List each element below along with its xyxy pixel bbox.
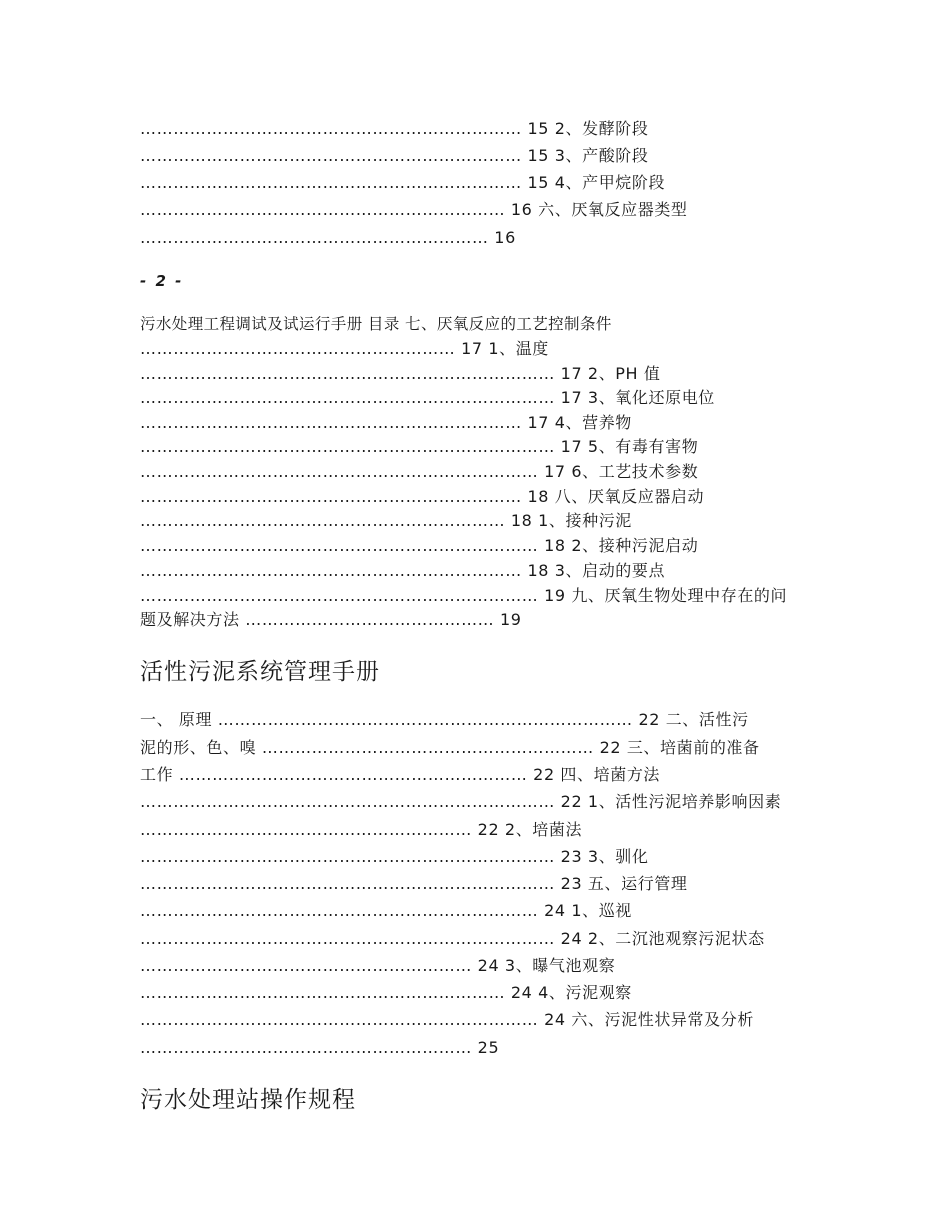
toc-line: …………………………………………………………… 15 4、产甲烷阶段 [140,173,666,192]
toc-line: ………………………………………………… 17 1、温度 [140,339,549,358]
toc-line: ………………………………………………………………… 23 五、运行管理 [140,874,688,893]
toc-line: ………………………………………………………………… 17 3、氧化还原电位 [140,388,715,407]
toc-line: …………………………………………………… 25 [140,1038,500,1057]
toc-line: ……………………………………………………………… 24 六、污泥性状异常及分析 [140,1010,754,1029]
toc-line: ……………………………………………………………… 24 1、巡视 [140,901,632,920]
toc-line: …………………………………………………… 24 3、曝气池观察 [140,956,616,975]
toc-line: ……………………………………………………… 16 [140,228,516,247]
toc-line: ………………………………………………………… 18 1、接种污泥 [140,511,632,530]
toc-line: …………………………………………………………… 17 4、营养物 [140,413,632,432]
toc-line: ………………………………………………………………… 22 1、活性污泥培养影响因素 [140,792,782,811]
toc-line: …………………………………………………… 22 2、培菌法 [140,820,583,839]
toc-line: ……………………………………………………………… 17 6、工艺技术参数 [140,462,699,481]
toc-line: …………………………………………………………… 15 3、产酸阶段 [140,146,649,165]
toc-line: ………………………………………………………………… 17 2、PH 值 [140,364,661,383]
toc-line: ………………………………………………………… 24 4、污泥观察 [140,983,632,1002]
toc-line: 工作 ……………………………………………………… 22 四、培菌方法 [140,765,661,784]
toc-line: 题及解决方法 ……………………………………… 19 [140,610,522,629]
toc-line: 泥的形、色、嗅 …………………………………………………… 22 三、培菌前的准备 [140,738,760,757]
document-header: 污水处理工程调试及试运行手册 目录 七、厌氧反应的工艺控制条件 [140,315,612,333]
toc-line: …………………………………………………………… 15 2、发酵阶段 [140,119,649,138]
toc-line: …………………………………………………………… 18 八、厌氧反应器启动 [140,487,705,506]
section-title: 污水处理站操作规程 [140,1087,356,1113]
section-title: 活性污泥系统管理手册 [140,659,380,685]
toc-line: ………………………………………………………………… 24 2、二沉池观察污泥状态 [140,929,765,948]
toc-line: …………………………………………………………… 18 3、启动的要点 [140,561,666,580]
toc-line: 一、 原理 ………………………………………………………………… 22 二、活性污 [140,710,749,729]
toc-line: ……………………………………………………………… 19 九、厌氧生物处理中存在的问 [140,586,788,605]
toc-line: ……………………………………………………………… 18 2、接种污泥启动 [140,536,699,555]
page-number: - 2 - [140,272,184,290]
toc-line: ………………………………………………………… 16 六、厌氧反应器类型 [140,200,688,219]
toc-line: ………………………………………………………………… 17 5、有毒有害物 [140,437,699,456]
toc-line: ………………………………………………………………… 23 3、驯化 [140,847,649,866]
